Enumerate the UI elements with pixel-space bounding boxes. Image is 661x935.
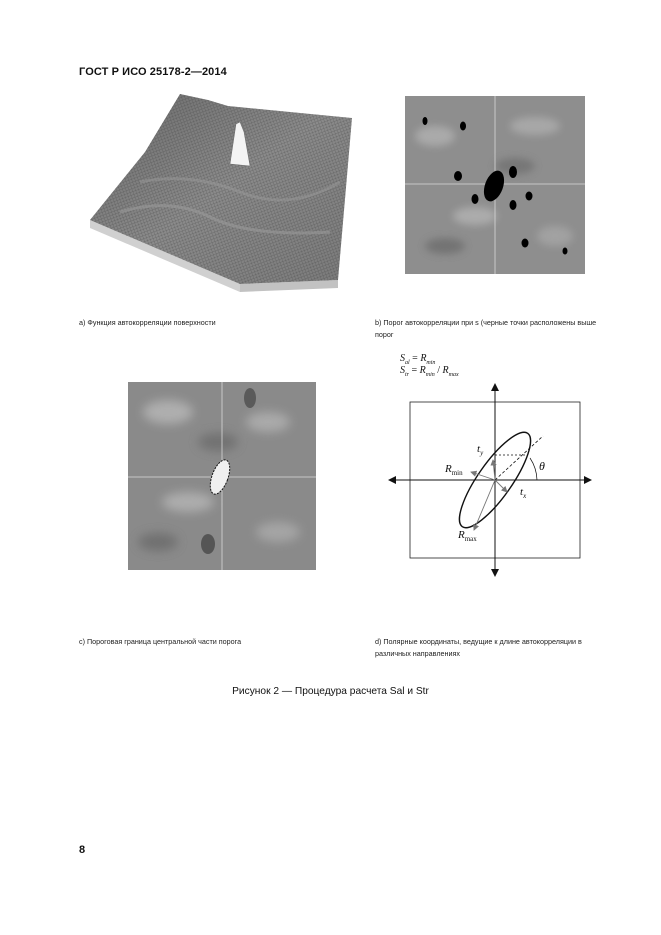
polar-coordinates-diagram — [385, 380, 595, 580]
autocorrelation-surface-figure — [90, 92, 340, 292]
threshold-boundary-figure — [128, 382, 316, 570]
panel-c-caption: c) Пороговая граница центральной части порога — [79, 637, 242, 646]
panel-b-caption: b) Порог автокорреляции при s (черные точки расположены выше порог — [375, 318, 597, 339]
theta-label: θ — [539, 459, 545, 473]
panel-a-caption: a) Функция автокорреляции поверхности — [79, 318, 216, 327]
panel-d-caption: d) Полярные координаты, ведущие к длине автокорреляции в различных направлениях — [375, 637, 582, 658]
formula-str: $S_{tr} = R_{min} / R_{max}$ — [400, 365, 459, 378]
figure-caption: Рисунок 2 — Процедура расчета Sal и Str — [232, 686, 429, 697]
document-header: ГОСТ Р ИСО 25178-2—2014 — [79, 66, 227, 78]
tx-label: $t_x$ — [520, 486, 527, 500]
threshold-map-figure — [405, 96, 585, 274]
page-number: 8 — [79, 844, 86, 856]
rmin-label: $R_{min}$ — [445, 463, 463, 477]
ty-label: $t_y$ — [477, 443, 484, 457]
formula-sal: $S_{al} = R_{min}$ — [400, 353, 436, 366]
rmax-label: $R_{max}$ — [458, 529, 477, 543]
